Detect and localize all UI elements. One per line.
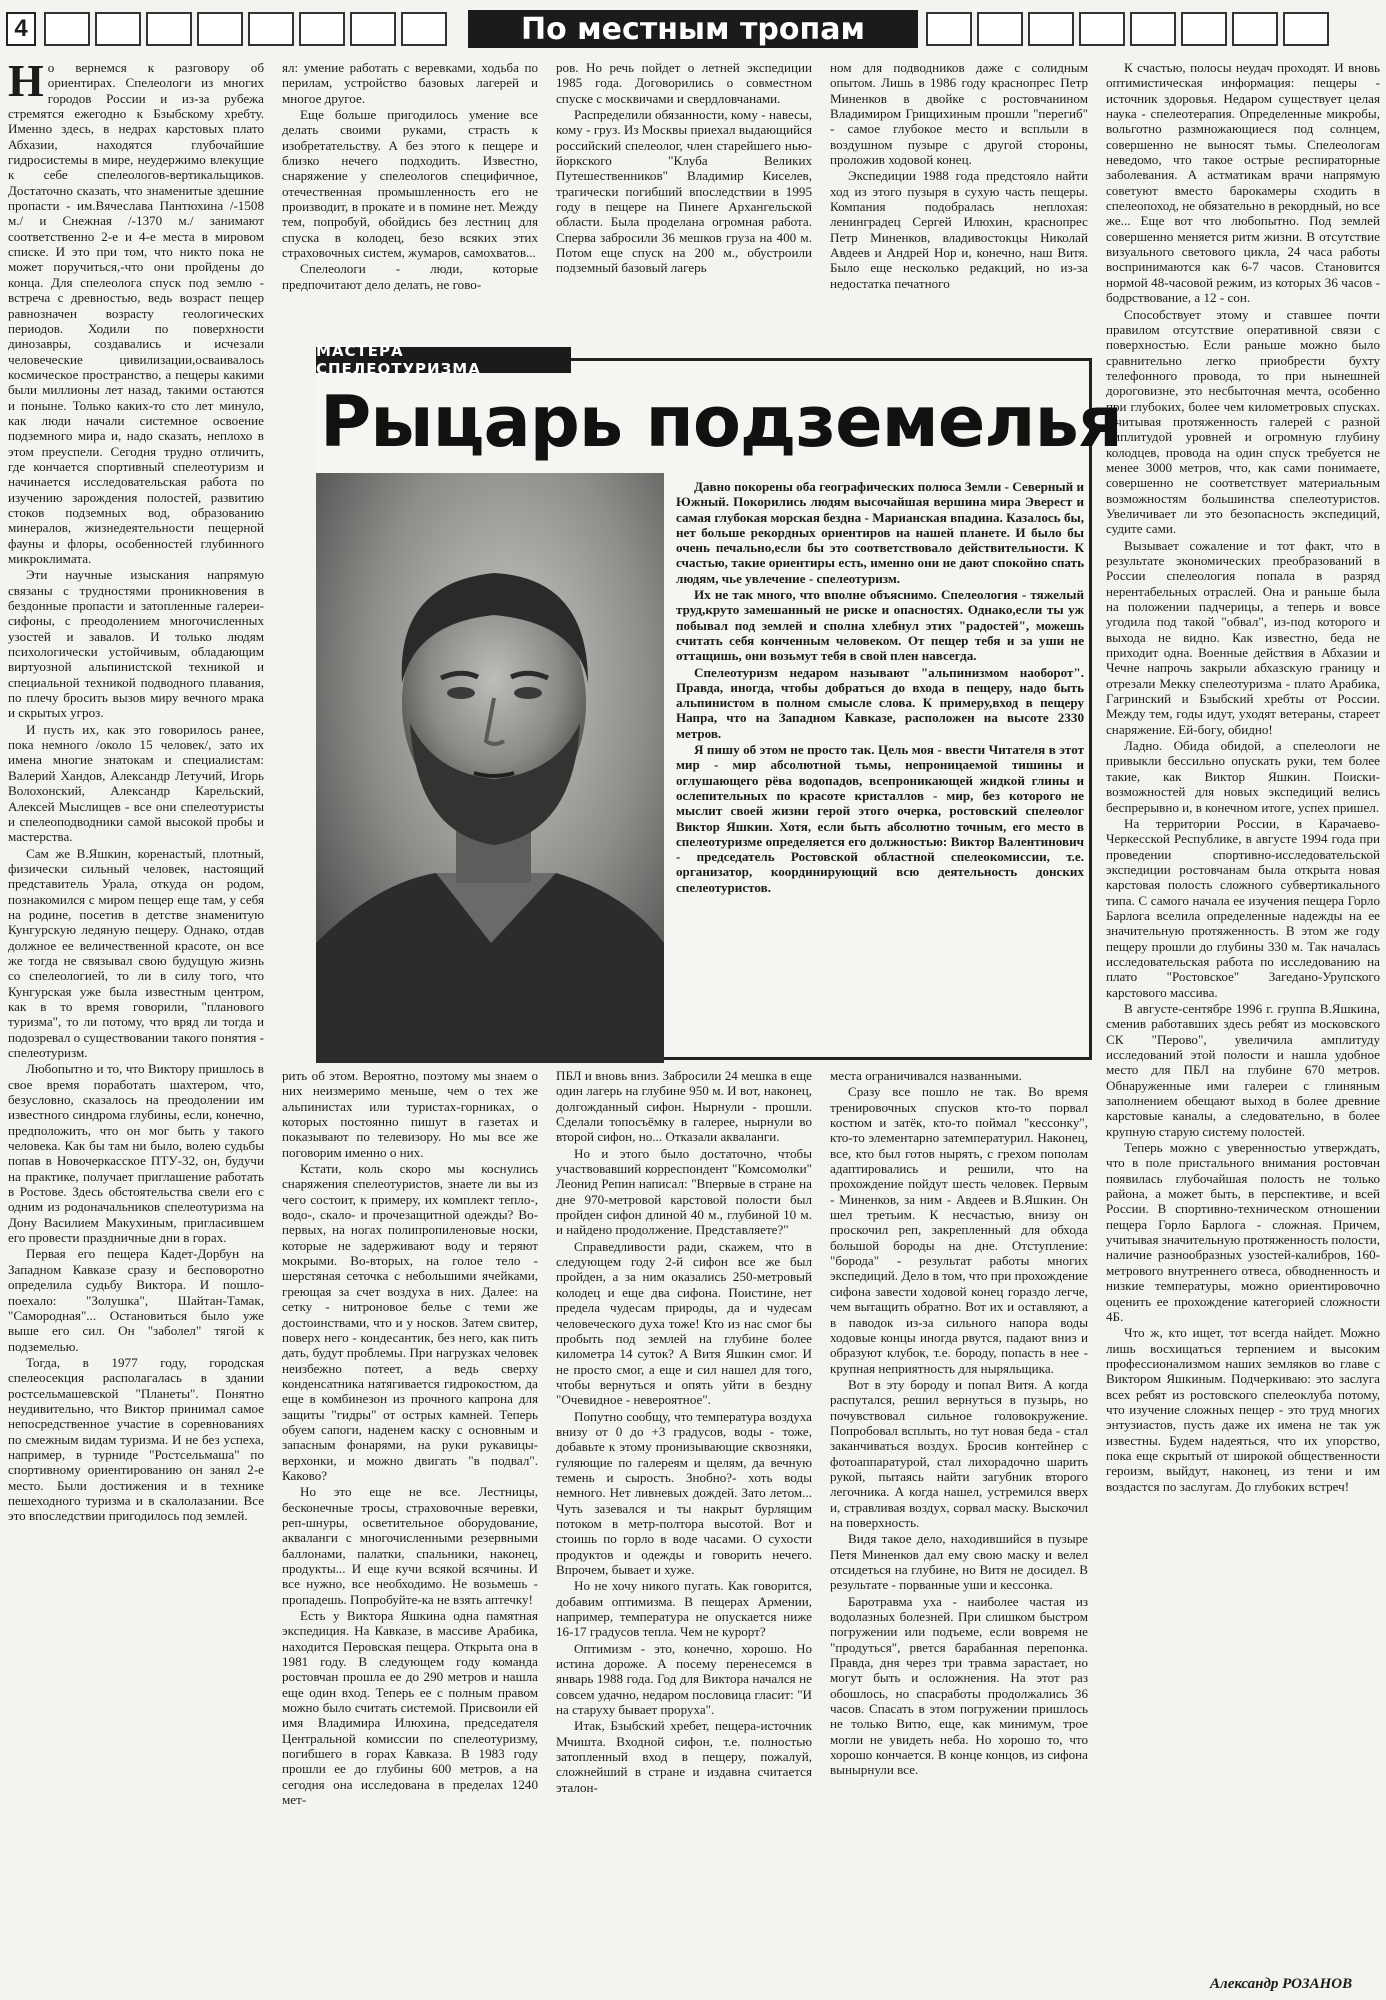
feature-box xyxy=(316,342,1122,1060)
article-paragraph: Но вернемся к разговору об ориентирах. Спелеологи из многих городов России и из-за рубежа стремятся ежегодно к Бзыбскому хребту. Именно здесь, в недрах карстовых плато Абхазии, находятся глубочайшие гидросистемы в мире, неудержимо влекущие к себе спелеологов-вертикальщиков. Достаточно сказать, что знаменитые здешние пропасти - им.Вячеслава Пантюхина /-1508 м./ и Снежная /-1370 м./ занимают соответственно 2-е и 4-е места в мировом списке. И это при том, что никто пока не может поручиться,-что они пройдены до конца. Для спелеолога спуск под землю - встреча с древностью, ведь возраст пещер равнозначен возрасту геологических периодов. Ходили по поверхности динозавры, создавались и исчезали человеческие цивилизации,осваивалось космическое пространство, а пещеры какими были миллионы лет назад, такими остаются и поныне. Только каких-то сто лет минуло, как люди начали системное освоение подземного мира и, надо сказать, неплохо в этом преуспели. Сегодня трудно отличить, где кончается спортивный спелеотуризм и начинается исследовательская работа по изучению зарождения полостей, развитию стоков подземных вод, образованию минералов, жизнедеятельности пещерной фауны и флоры, особенностей глубинного микроклимата. xyxy=(8,60,264,566)
page-number: 4 xyxy=(6,12,36,46)
column-1 xyxy=(8,60,264,1990)
section-kicker: МАСТЕРА СПЕЛЕОТУРИЗМА xyxy=(316,347,571,373)
article-paragraph: И пусть их, как это говорилось ранее, пока немного /около 15 человек/, зато их имена многие знатокам и специалистам: Валерий Хандов, Александр Летучий, Игорь Волохонский, Александр Карельский, Алексей Мыслищев - все они спелеотуристы и спелеоподводники самой высокой пробы и мастерства. xyxy=(8,721,264,845)
column-5: К счастью, полосы неудач проходят. И вновь оптимистическая информация: пещеры - источник здоровья. Недаром существует целая наука - спелеотерапия. Определенные микробы, вольготно размножающиеся под солнцем, совершенно не выносят тьмы. Спелеологам неведомо, что такое острые респираторные заболевания. А астматикам врачи напрямую советуют вместо барокамеры сходить в спелеопоход, не обязательно в рекордный, но все же... Еще вот что любопытно. Под землей совершенно меняется ритм жизни. В отсутствие визуального светового цикла, 24 часа работы воспринимаются как 6-7 часов. Становится нормой 48-часовой режим, из которых 36 часов - бодрствование, а 12 - сон. Способствует этому и ставшее почти правилом отсутствие оперативной связи с поверхностью. Если раньше можно было сравнительно легко приобрести бухту телефонного провода, то при нынешней дороговизне, это несбыточная мечта, особенно при глубоких, более чем километровых спусках. Учитывая протяженность галерей с разной амплитудой уровней и огромную глубину колодцев, провода на один спуск требуется не менее 3000 метров, что, как сами понимаете, совершенно не соответствует материальным возможностям большинства спелеотуристов. Увеличивает ли это безопасность экспедиций, судите сами. Вызывает сожаление и тот факт, что в результате экономических преобразований в России спелеология попала в разряд нерентабельных отраслей. Она и раньше была на положении падчерицы, а теперь и вовсе угодила под такой "обвал", из-под которого и выхода не видно. Как известно, беда не приходит одна. Военные действия в Абхазии и Чечне напрочь закрыли абхазскую границу и отрезали Мекку спелеотуризма - плато Арабика, Гагринский и Бзыбский хребты от России. Между тем, годы идут, уходят ветераны, стареет снаряжение. Ей-богу, обидно! Ладно. Обида обидой, а спелеологи не привыкли бессильно опускать руки, тем более такие, как Виктор Яшкин. Поиски-возможностей для новых экспедиций велись беспрерывно и, в конечном итоге, успех пришел. На территории России, в Карачаево-Черкесской Республике, в августе 1994 года при проведении спортивно-исследовательской экспедиции ростовчанам была открыта новая карстовая полость сложного субвертикального типа. С самого начала ее изучения пещера Горло Барлога вселила определенные надежды на ее значительную протяженность. В этом же году пещеру прошли до глубины 330 м. Так началась исследовательская работа по исследованию на плато "Ростовское" Загедано-Урупского карстового массива. В августе-сентябре 1996 г. группа В.Яшкина, сменив работавших здесь ребят из московского СК "Перово", увеличила амплитуду исследований этой полости и нашла удобное место для ПБЛ на глубине 670 метров. Обнаруженные ими галереи с глиняным заполнением обещают выход в более древние карстовые каналы, а следовательно, в более крупную старую систему полостей. Теперь можно с уверенностью утверждать, что в поле пристального внимания ростовчан появилась глубочайшая полость не только района, а может быть, в перспективе, и всей России. В спортивно-техническом отношении пещера Горло Барлога - сложная. Причем, учитывая значительную протяженность полости, наличие разнообразных узостей-калибров, 160-метрового внутреннего отвеса, обводненность и низкие температуры, можно ориентировочно оценить ее прохождение категорией сложности 4Б. Что ж, кто ищет, тот всегда найдет. Можно лишь восхищаться терпением и высоким профессионализмом наших земляков во главе с Виктором Яшкиным. Подчеркиваю: это заслуга всех ребят из ростовского спелеоклуба потому, что изучение сложных пещер - это труд многих энтузиастов, пусть даже их имена не так уж известны. Будем надеяться, что их упорство, пока еще скрытый от широкой общественности героизм, выйдут, наконец, из тени и им воздастся по заслугам. До глубоких встреч! xyxy=(1106,60,1380,1494)
article-paragraph: Любопытно и то, что Виктору пришлось в свое время поработать шахтером, что, безусловно, сказалось на преодолении им известного синдрома глубины, если, конечно, предположить, что он мог быть у такого человека. Как бы там ни было, волею судьбы попав в Новочеркасское ПТУ-32, он, будучи на практике, получает приглашение работать в Ростове. Здесь обстоятельства свели его с одним из родоначальников спелеотуризма на Дону Василием Макухиным, пригласившем его провести праздничные дни в горах. xyxy=(8,1061,264,1246)
column-2-bottom: рить об этом. Вероятно, поэтому мы знаем о них неизмеримо меньше, чем о тех же альпинистах или туристах-горниках, о которых постоянно пишут в газетах и показывают по телевизору. Но мы все же поговорим именно о них. Кстати, коль скоро мы коснулись снаряжения спелеотуристов, знаете ли вы из чего состоит, к примеру, их комплект тепло-, водо-, скало- и прочезащитной одежды? Во-первых, на ногах полипропиленовые носки, которые не задерживают воду и теряют мокрыми. Во-вторых, на голое тело - шерстяная сеточка с небольшими ячейками, греющая за счет воздуха в них. Далее: на сетку - нитроновое белье с теми же достоинствами, что и у носков. Затем свитер, поверх него - кондесантик, без него, как пить дать, будут проблемы. При нагрузках человек неизбежно потеет, а ведь сверху конденсатника натягивается гидрокостюм, да еще в комбинезон из прочного капрона для защиты "гидры" от острых камней. Теперь обуем сапоги, наденем каску с основным и запасным фонарями, на руки рукавицы-верхонки, и можно двигать "в подвал". Каково? Но это еще не все. Лестницы, бесконечные тросы, страховочные веревки, реп-шнуры, осветительное оборудование, акваланги с многочисленными резервными баллонами, палатки, спальники, наконец, продукты... И еще кучи всякой всячины. И все нужно, все необходимо. Не возьмешь - пропадешь. Попробуйте-ка не взять аптечку! Есть у Виктора Яшкина одна памятная экспедиция. На Кавказе, в массиве Арабика, находится Перовская пещера. Открыта она в 1981 году. В следующем году команда ростовчан прошла ее до 290 метров и нашла еще один вход. Теперь ее с полным правом можно было считать системой. Присвоили ей имя Владимира Илюхина, председателя Центральной комиссии по спелеотуризму, погибшего в горах Кавказа. В 1983 году прошли ее до глубины 600 метров, а на сегодня она исследована в пределах 1240 мет- xyxy=(282,1068,538,1808)
decorative-boxes-right xyxy=(926,12,1329,46)
portrait-photo xyxy=(316,473,664,1063)
column-4-top: ном для подводников даже с солидным опытом. Лишь в 1986 году краснопрес Петр Миненков в двойке с ростовчанином Владимиром Грищихиным прошли "перегиб" - самое глубокое место и всплыли в воздушном пузыре с другой стороны, проложив ходовой конец. Экспедиции 1988 года предстояло найти ход из этого пузыря в сухую часть пещеры. Компания подобралась неплохая: ленинградец Сергей Илюхин, краснопрес Петр Миненков, владивостокцы Николай Авдеев и Андрей Нор и, конечно, наш Витя. Было еще несколько редакций, но из-за недостатка печатного xyxy=(830,60,1088,291)
portrait-illustration xyxy=(316,473,664,1063)
article-paragraph: Сам же В.Яшкин, коренастый, плотный, физически сильный человек, настоящий представитель Урала, откуда он родом, познакомился с миром пещер еще там, у себя на родине, посетив в детстве знаменитую Кунгурскую ледяную пещеру. Однако, отдав должное ее величественной красоте, он все же тогда не связывал свою будущую жизнь со спелеологией, то ли в силу того, что Кунгурская уже была известным центром, как в то время говорили, "планового туризма", то ли потому, что вряд ли тогда и подозревал о существовании такого понятия - спелеотуризм. xyxy=(8,845,264,1060)
drop-cap: Н xyxy=(8,60,44,106)
article-lead: Давно покорены оба географических полюса Земли - Северный и Южный. Покорились людям высочайшая вершина мира Эверест и самая глубокая морская бездна - Марианская впадина. Казалось бы, нет больше рекордных ориентиров на нашей планете. И было бы очень печально,если бы это соответствовало действительности. К счастью, такие ориентиры есть, именно они не дают спокойно спать людям, чье увлечение - спелеотуризм. Их не так много, что вполне объяснимо. Спелеология - тяжелый труд,круто замешанный не риске и опасностях. Однако,если ты уж побывал под землей и сполна хлебнул этих "радостей", можешь считать себя конченным человеком. От пещер тебя и за уши не оттащишь, они возьмут тебя в свой плен навсегда. Спелеотуризм недаром называют "альпинизмом наоборот". Правда, иногда, чтобы добраться до входа в пещеру, надо быть альпинистом в полном смысле слова. К примеру,вход в пещеру Напра, что на Западном Кавказе, расположен на высоте 2330 метров. Я пишу об этом не просто так. Цель моя - ввести Читателя в этот мир - мир абсолютной тьмы, непроницаемой тишины и оглушающего рёва водопадов, всепроникающей жидкой глины и ослепительных по красоте кристаллов - мир, без которого не мыслит своей жизни герой этого очерка, ростовский спелеолог Виктор Яшкин. Хотя, если быть абсолютно точным, его место в спелеотуризме определяется его должностью: Виктор Валентинович - председатель Ростовской областной спелеокомиссии, т.е. организатор, координирующий всю деятельность донских спелеотуристов. xyxy=(676,479,1084,895)
article-paragraph: Тогда, в 1977 году, городская спелеосекция располагалась в здании ростсельмашевской "Планеты". Понятно неудивительно, что Виктор принимал самое непосредственное участие в соревнованиях по смежным видам туризма. И не без успеха, например, в турниде "Ростсельмаша" по спортивному ориентированию он занял 2-е место. Были достижения и в технике пешеходного туризма и в скалолазании. Все это впоследствии пригодилось под землей. xyxy=(8,1354,264,1524)
article-paragraph: Первая его пещера Кадет-Дорбун на Западном Кавказе сразу и бесповоротно определила судьбу Виктора. И пошло-поехало: "Золушка", Шайтан-Тамак, "Самородная"... Остановиться было уже выше его сил. Он "заболел" тягой к подземелью. xyxy=(8,1246,264,1354)
article-paragraph: Эти научные изыскания напрямую связаны с трудностями проникновения в бездонные пропасти и затопленные галереи-сифоны, с преодолением многочисленных узостей и завалов. И только людям психологически устойчивым, обладающим виртуозной альпинистской техникой и специальной техникой подводного плавания, по плечу бросить вызов миру вечного мрака и скрытых угроз. xyxy=(8,567,264,721)
article-headline: Рыцарь подземелья xyxy=(320,381,1122,463)
author-byline: Александр РОЗАНОВ xyxy=(1210,1976,1353,1992)
column-2-top: ял: умение работать с веревками, ходьба по перилам, устройство базовых лагерей и многое другое. Еще больше пригодилось умение все делать своими руками, страсть к изобретательству. А без этого к пещере и близко нечего подходить. Известно, снаряжение у спелеологов специфичное, отечественная промышленность его не производит, в прокате и в помине нет. Между тем, попробуй, обойдись без лестниц для спуска в колодец, безо всяких этих страховочных систем, жумаров, самохватов... Спелеологи - люди, которые предпочитают дело делать, не гово- xyxy=(282,60,538,292)
column-4-bottom: места ограничивался названными. Сразу все пошло не так. Во время тренировочных спусков кто-то порвал костюм и затёк, кто-то поймал "кессонку", кто-то элементарно затемпературил. Наконец, все, кто был готов нырять, с грехом пополам адаптировались и решили, что на прохождение пойдут шесть человек. Первым - Миненков, за ним - Авдеев и В.Яшкин. Он шел третьим. К несчастью, внизу он проскочил реп, закрепленный для обхода большой бороды на дне. Отступление: "борода" - результат работы многих экспедиций. Дело в том, что при прохождение сифона завести ходовой конец гораздо легче, чем вытащить обратно. Вот их и оставляют, а в паводок из-за сильного напора воды ходовые концы иногда рвутся, падают вниз и образуют клубок, т.е. бороду, попасть в нее - крупная неприятность для ныряльщика. Вот в эту бороду и попал Витя. А когда распутался, решил вернуться в пузырь, но почувствовал сильное головокружение. Попробовал всплыть, но тут новая беда - стал заканчиваться воздух. Бросив контейнер с фотоаппаратурой, стал лихорадочно шарить рукой, пытаясь найти загубник второго легочника. А когда нашел, устремился вверх и, стравливая воздух, сорвал маску. Выскочил на поверхность. Видя такое дело, находившийся в пузыре Петя Миненков дал ему свою маску и велел отсидеться на глубине, но Витя не досидел. В результате - порванные уши и кессонка. Баротравма уха - наиболее частая из водолазных болезней. При слишком быстром погружении или подъеме, если вовремя не "продуться", рвется барабанная перепонка. Правда, дня через три травма зарастает, но могут быть и осложнения. На этот раз обошлось, но спасработы продолжались 36 часов. Спасать в этом погружении пришлось не только Витю, еще, как минимум, трое могли не увидеть неба. Но хорошо то, что хорошо кончается. В конце концов, из сифона вынырнули все. xyxy=(830,1068,1088,1778)
rubric-title: По местным тропам xyxy=(468,10,918,48)
column-3-top: ров. Но речь пойдет о летней экспедиции 1985 года. Договорились о совместном спуске с москвичами и свердловчанами. Распределили обязанности, кому - навесы, кому - груз. Из Москвы приехал выдающийся российский спелеолог, член старейшего нью-йоркского "Клуба Великих Путешественников" Владимир Киселев, трагически погибший впоследствии в 1995 году в пещере на Пинеге Архангельской области. Была проделана огромная работа. Сперва забросили 36 мешков груза на 400 м. Потом еще спуск на 200 м., обустроили подземный базовый лагерь xyxy=(556,60,812,276)
column-3-bottom: ПБЛ и вновь вниз. Забросили 24 мешка в еще один лагерь на глубине 950 м. И вот, наконец, долгожданный сифон. Нырнули - прошли. Сделали топосъёмку в галерее, нырнули во второй сифон, но... Отказали акваланги. Но и этого было достаточно, чтобы участвовавший корреспондент "Комсомолки" Леонид Репин написал: "Впервые в стране на дне 970-метровой карстовой полости был пройден сифон длиной 40 м., глубиной 10 м. и найдено продолжение. Представляете?" Справедливости ради, скажем, что в следующем году 2-й сифон все же был пройден, а за ним оказались 250-метровый колодец и еще два сифона. Поистине, нет предела чудесам природы, да и чудесам человеческого духа тоже! Кто из нас смог бы пробыть под землей на глубине более километра 14 суток? А Витя Яшкин смог. И не просто смог, а еще и сил нашел для того, чтобы вернуться и опять уйти в бездну "Очевидное - невероятное". Попутно сообщу, что температура воздуха внизу от 0 до +3 градусов, воды - тоже, добавьте к этому пронизывающие сквозняки, гуляющие по галереям и щелям, да вечную темень и сырость. Знобно?- хоть воды немного. Нет ливневых дождей. Зато летом... Чуть зазевался и ты накрыт бурлящим потоком в метр-полтора высотой. Вот и стоишь по горло в воде часами. О сухости продуктов и одежды и говорить нечего. Впрочем, бывает и хуже. Но не хочу никого пугать. Как говорится, добавим оптимизма. В пещерах Армении, например, температура не опускается ниже 16-17 градусов тепла. Чем не курорт? Оптимизм - это, конечно, хорошо. Но истина дороже. А посему перенесемся в январь 1988 года. Год для Виктора начался не совсем удачно, недаром пословица гласит: "И на старуху бывает проруха". Итак, Бзыбский хребет, пещера-источник Мчишта. Входной сифон, т.е. полностью затопленный вход в пещеру, пожалуй, сложнейший в стране и издавна считается эталон- xyxy=(556,1068,812,1795)
decorative-boxes-left xyxy=(44,12,447,46)
